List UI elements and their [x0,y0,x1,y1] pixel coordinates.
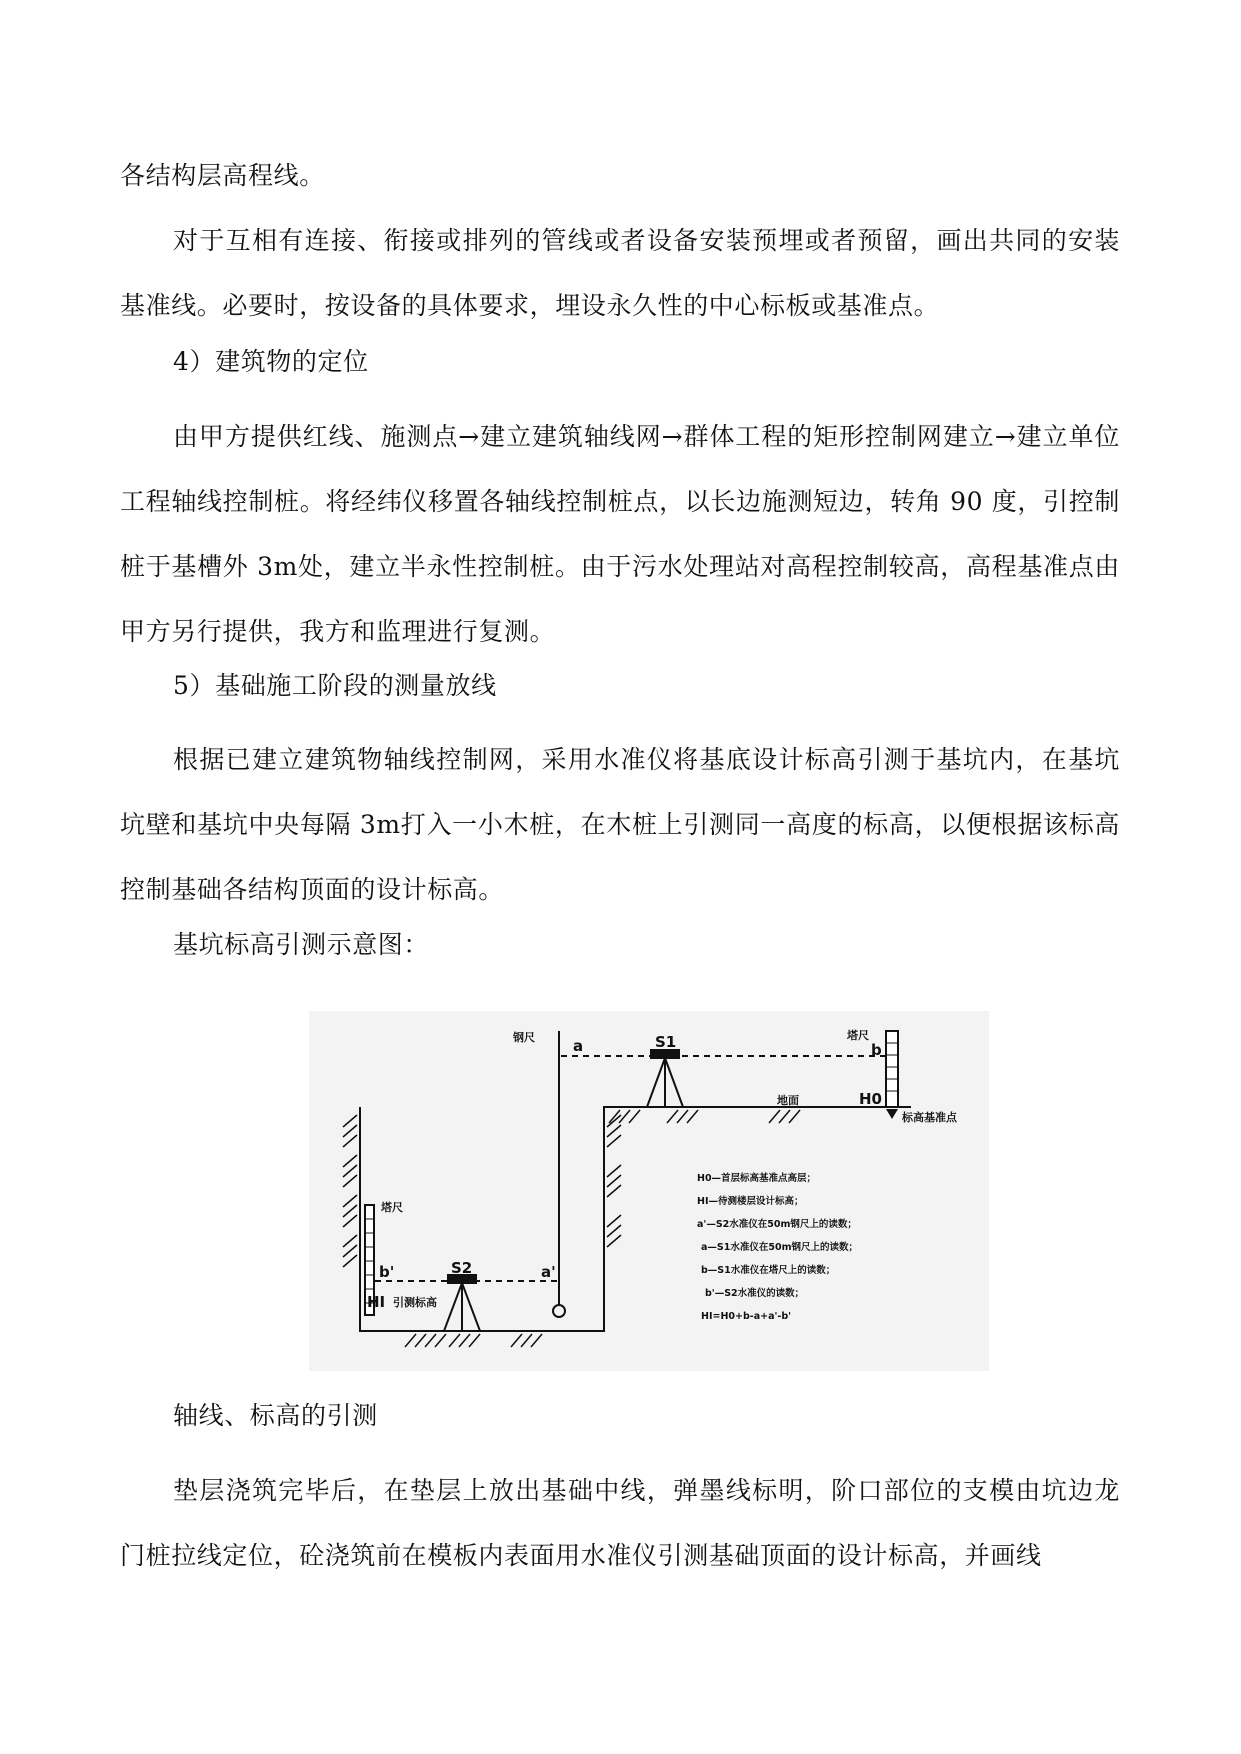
label-a: a [573,1037,584,1055]
label-benchmark: 标高基准点 [902,1111,957,1124]
legend-line-a: a—S1水准仪在50m钢尺上的读数； [701,1242,858,1253]
legend [697,1172,858,1322]
paragraph-cushion-layer: 垫层浇筑完毕后，在垫层上放出基础中线，弹墨线标明，阶口部位的支模由坑边龙门桩拉线定位，砼浇筑前在模板内表面用水准仪引测基础顶面的设计标高，并画线 [120,1476,1120,1570]
label-tower-ruler-top: 塔尺 [847,1029,869,1042]
legend-line-a-prime: a'—S2水准仪在50m钢尺上的读数； [697,1219,857,1230]
legend-line-b: b—S1水准仪在塔尺上的读数； [701,1265,836,1276]
pit-elevation-diagram [309,1011,989,1371]
paragraph-building-positioning: 由甲方提供红线、施测点→建立建筑轴线网→群体工程的矩形控制网建立→建立单位工程轴线控制桩。将经纬仪移置各轴线控制桩点，以长边施测短边，转角 90 度，引控制桩于基槽外 3m处，建立半永性控制桩。由于污水处理站对高程控制较高，高程基准点由甲方另行提供，我方和监理进行复测。 [120,422,1120,646]
label-ground: 地面 [777,1094,799,1107]
legend-line-b-prime: b'—S2水准仪的读数； [705,1288,805,1299]
benchmark-arrow [886,1109,898,1119]
label-h0: H0 [859,1090,882,1108]
steel-ruler-weight [553,1305,565,1317]
label-b-prime: b' [379,1263,395,1281]
level-instrument-s1 [647,1050,683,1107]
paragraph-structure-elevation-lines: 各结构层高程线。 [120,161,325,190]
legend-formula: HI=H0+b-a+a'-b' [701,1311,792,1322]
legend-line-h0: H0—首层标高基准点高层； [697,1173,817,1184]
heading-pit-elevation-diagram: 基坑标高引测示意图： [173,930,430,959]
label-s2: S2 [451,1259,473,1277]
label-tower-ruler-left: 塔尺 [381,1201,403,1214]
level-instrument-s2 [444,1275,480,1331]
label-hi: HI [367,1293,386,1311]
tower-ruler-right [886,1031,898,1107]
paragraph-pipeline-baselines: 对于互相有连接、衔接或排列的管线或者设备安装预埋或者预留，画出共同的安装基准线。必要时，按设备的具体要求，埋设永久性的中心标板或基准点。 [120,226,1120,320]
label-b: b [871,1041,882,1059]
heading-building-positioning: 4）建筑物的定位 [173,347,369,376]
label-hi-elevation: 引测标高 [393,1296,437,1309]
heading-axis-elevation-transfer: 轴线、标高的引测 [173,1401,378,1430]
label-s1: S1 [655,1033,677,1051]
legend-line-hi: HI—待测楼层设计标高； [697,1196,804,1207]
paragraph-foundation-survey: 根据已建立建筑物轴线控制网，采用水准仪将基底设计标高引测于基坑内，在基坑坑壁和基坑中央每隔 3m打入一小木桩，在木桩上引测同一高度的标高，以便根据该标高控制基础各结构顶面的设计标高。 [120,745,1120,904]
label-a-prime: a' [541,1263,556,1281]
label-steel-ruler: 钢尺 [513,1031,535,1044]
heading-foundation-survey: 5）基础施工阶段的测量放线 [173,671,497,700]
